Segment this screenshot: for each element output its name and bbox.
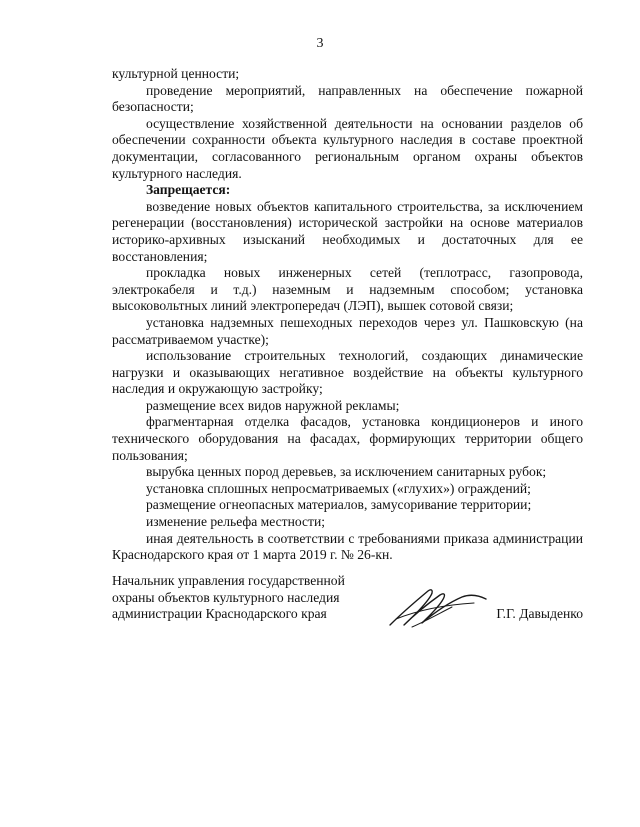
section-heading: Запрещается:: [146, 182, 231, 198]
paragraph: установка сплошных непросматриваемых («глухих») ограждений;: [146, 480, 531, 496]
page-number: 3: [316, 36, 324, 51]
paragraph: вырубка ценных пород деревьев, за исключением санитарных рубок;: [146, 464, 547, 480]
paragraph: возведение новых объектов капитального строительства, за исключением регенерации (восстановления) исторической застройки на основе материалов историко-архивных изысканий необходимых и достаточных для ее восстановления;: [112, 198, 583, 264]
signatory-name: Г.Г. Давыденко: [496, 606, 583, 621]
paragraph: размещение огнеопасных материалов, замусоривание территории;: [146, 497, 532, 513]
signatory-position-line: администрации Краснодарского края: [112, 606, 327, 622]
paragraph: использование строительных технологий, создающих динамические нагрузки и оказывающих негативное воздействие на объекты культурного наследия и окружающую застройку;: [112, 348, 583, 397]
paragraph: иная деятельность в соответствии с требованиями приказа администрации Краснодарского края от 1 марта 2019 г. № 26-кн.: [112, 530, 583, 563]
document-body: [112, 66, 583, 564]
paragraph: установка надземных пешеходных переходов через ул. Пашковскую (на рассматриваемом участке);: [112, 314, 583, 347]
paragraph: изменение рельефа местности;: [146, 514, 326, 530]
paragraph: проведение мероприятий, направленных на обеспечение пожарной безопасности;: [112, 82, 583, 115]
paragraph: прокладка новых инженерных сетей (теплотрасс, газопровода, электрокабеля и т.д.) наземным и надземным способом; установка высоковольтных линий электропередач (ЛЭП), вышек сотовой связи;: [112, 265, 583, 314]
signatory-position-line: охраны объектов культурного наследия: [112, 589, 340, 605]
handwritten-signature-icon: [382, 583, 492, 633]
signature-block: [112, 573, 583, 633]
paragraph: осуществление хозяйственной деятельности на основании разделов об обеспечении сохранности объекта культурного наследия в составе проектной документации, согласованного региональным органом охраны объектов культурного наследия.: [112, 115, 583, 181]
paragraph: культурной ценности;: [112, 66, 240, 81]
signatory-position-line: Начальник управления государственной: [112, 573, 345, 588]
paragraph: фрагментарная отделка фасадов, установка кондиционеров и иного технического оборудования на фасадах, формирующих территории общего пользования;: [112, 414, 583, 463]
signatory-position: [112, 573, 382, 623]
paragraph: размещение всех видов наружной рекламы;: [146, 397, 400, 413]
